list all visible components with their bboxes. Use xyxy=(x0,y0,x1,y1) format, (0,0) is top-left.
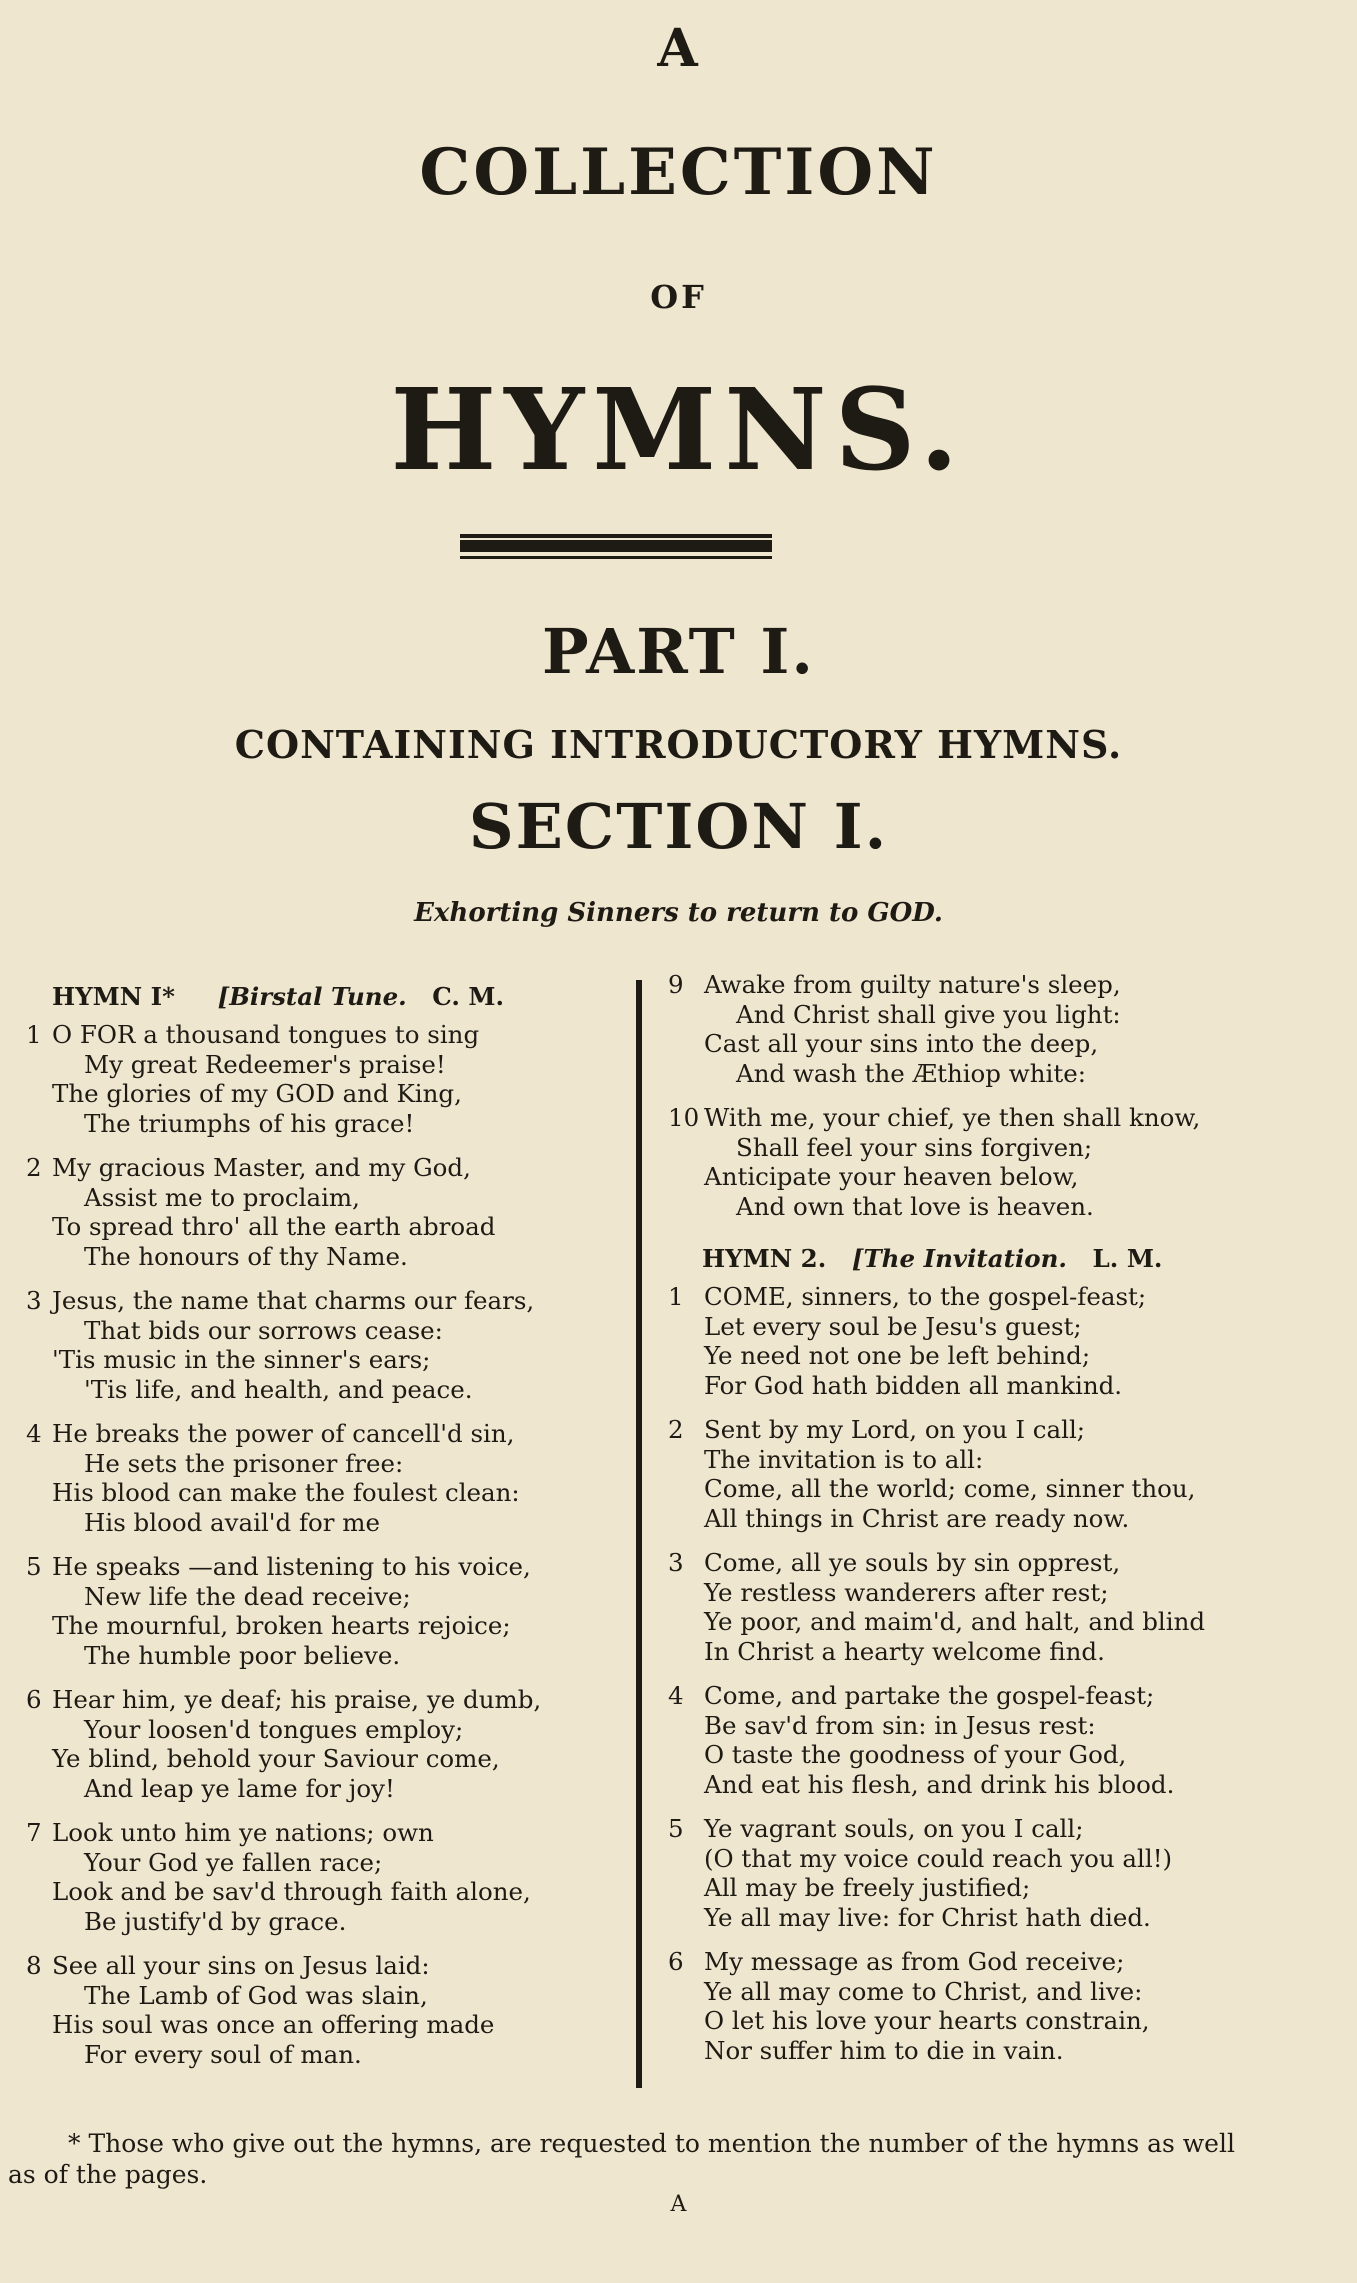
section-heading: SECTION I. xyxy=(468,790,889,863)
verse-line: Let every soul be Jesu's guest; xyxy=(704,1311,1082,1341)
verse-line: His soul was once an offering made xyxy=(52,2010,495,2039)
title-line-hymns: HYMNS. xyxy=(390,365,967,496)
verse-line: O taste the goodness of your God, xyxy=(704,1740,1127,1769)
hymn-1-verse-8 xyxy=(26,1951,626,2069)
title-rule-middle xyxy=(460,540,772,552)
verse-line: O FOR a thousand tongues to sing xyxy=(52,1020,480,1049)
hymn-2-verse-5 xyxy=(668,1814,1328,1932)
footnote-line-1: * Those who give out the hymns, are requested to mention the number of the hymns as well xyxy=(68,2129,1235,2158)
hymn-1-verse-2 xyxy=(26,1153,626,1271)
hymn-2-verse-6 xyxy=(668,1947,1328,2065)
verse-line: My great Redeemer's praise! xyxy=(84,1049,446,1079)
hymn-1-verse-9 xyxy=(668,970,1328,1088)
verse-line: Nor suffer him to die in vain. xyxy=(704,2035,1064,2065)
verse-line: Be sav'd from sin: in Jesus rest: xyxy=(704,1710,1096,1740)
hymn-1-meter: C. M. xyxy=(432,982,505,1011)
verse-line: For God hath bidden all mankind. xyxy=(704,1370,1123,1400)
verse-line: See all your sins on Jesus laid: xyxy=(52,1951,430,1980)
verse-line: Ye blind, behold your Saviour come, xyxy=(52,1744,500,1773)
part-subheading: CONTAINING INTRODUCTORY HYMNS. xyxy=(234,722,1123,767)
verse-line: My message as from God receive; xyxy=(704,1947,1125,1976)
verse-line: His blood avail'd for me xyxy=(84,1507,381,1537)
verse-line: The invitation is to all: xyxy=(704,1444,984,1474)
verse-line: And own that love is heaven. xyxy=(736,1191,1094,1221)
verse-line: And leap ye lame for joy! xyxy=(84,1773,395,1803)
verse-number: 9 xyxy=(668,970,684,999)
verse-line: He speaks —and listening to his voice, xyxy=(52,1552,531,1581)
verse-line: To spread thro' all the earth abroad xyxy=(52,1212,496,1241)
verse-line: All may be freely justified; xyxy=(704,1873,1031,1902)
verse-number: 2 xyxy=(26,1153,42,1182)
footnote xyxy=(8,2128,1328,2190)
verse-line: Jesus, the name that charms our fears, xyxy=(52,1286,535,1315)
verse-number: 8 xyxy=(26,1951,42,1980)
verse-number: 3 xyxy=(668,1548,684,1577)
verse-line: All things in Christ are ready now. xyxy=(704,1503,1130,1533)
verse-line: That bids our sorrows cease: xyxy=(84,1315,443,1345)
verse-line: O let his love your hearts constrain, xyxy=(704,2006,1150,2035)
title-line-collection: COLLECTION xyxy=(419,135,938,210)
verse-line: He sets the prisoner free: xyxy=(84,1448,404,1478)
verse-line: Ye vagrant souls, on you I call; xyxy=(704,1814,1084,1843)
title-rule-top xyxy=(460,534,772,538)
hymn-1-label: HYMN I* xyxy=(52,982,175,1011)
verse-number: 2 xyxy=(668,1415,684,1444)
hymn-2-verse-1 xyxy=(668,1282,1328,1400)
verse-line: Look and be sav'd through faith alone, xyxy=(52,1877,531,1906)
verse-number: 4 xyxy=(668,1681,684,1710)
verse-line: The humble poor believe. xyxy=(84,1640,401,1670)
verse-line: And Christ shall give you light: xyxy=(736,999,1121,1029)
title-rule-bottom xyxy=(460,556,772,559)
hymn-1-verse-5 xyxy=(26,1552,626,1670)
hymn-1-tune: [Birstal Tune. xyxy=(217,982,407,1011)
verse-number: 5 xyxy=(668,1814,684,1843)
verse-line: Anticipate your heaven below, xyxy=(704,1162,1079,1191)
verse-line: Sent by my Lord, on you I call; xyxy=(704,1415,1086,1444)
verse-line: (O that my voice could reach you all!) xyxy=(704,1843,1173,1873)
verse-number: 4 xyxy=(26,1419,42,1448)
verse-line: Ye all may live: for Christ hath died. xyxy=(704,1902,1151,1932)
section-subheading: Exhorting Sinners to return to GOD. xyxy=(414,898,943,928)
hymn-2-label: HYMN 2. xyxy=(702,1244,827,1273)
hymn-2-heading xyxy=(668,1236,1328,1282)
left-column xyxy=(26,974,626,2084)
verse-line: Ye poor, and maim'd, and halt, and blind xyxy=(704,1607,1206,1636)
verse-number: 6 xyxy=(668,1947,684,1976)
title-line-a: A xyxy=(657,18,700,79)
hymn-1-verse-7 xyxy=(26,1818,626,1936)
verse-line: Look unto him ye nations; own xyxy=(52,1818,434,1847)
verse-number: 1 xyxy=(668,1282,684,1311)
verse-line: His blood can make the foulest clean: xyxy=(52,1478,520,1507)
verse-line: Ye restless wanderers after rest; xyxy=(704,1577,1109,1607)
verse-line: Ye all may come to Christ, and live: xyxy=(704,1976,1143,2006)
verse-line: The triumphs of his grace! xyxy=(84,1108,415,1138)
verse-line: Be justify'd by grace. xyxy=(84,1906,347,1936)
verse-line: For every soul of man. xyxy=(84,2039,362,2069)
hymn-2-verse-2 xyxy=(668,1415,1328,1533)
verse-line: Hear him, ye deaf; his praise, ye dumb, xyxy=(52,1685,542,1714)
footnote-line-2: as of the pages. xyxy=(8,2160,208,2189)
verse-number: 6 xyxy=(26,1685,42,1714)
verse-number: 10 xyxy=(668,1103,700,1132)
verse-line: Shall feel your sins forgiven; xyxy=(736,1132,1093,1162)
hymn-1-verse-3 xyxy=(26,1286,626,1404)
hymn-1-heading xyxy=(26,974,626,1020)
verse-number: 1 xyxy=(26,1020,42,1049)
verse-line: And eat his flesh, and drink his blood. xyxy=(704,1769,1175,1799)
hymn-1-verse-6 xyxy=(26,1685,626,1803)
hymn-2-meter: L. M. xyxy=(1092,1244,1163,1273)
column-divider xyxy=(636,980,642,2088)
part-heading: PART I. xyxy=(542,615,815,688)
verse-line: And wash the Æthiop white: xyxy=(736,1058,1086,1088)
verse-number: 3 xyxy=(26,1286,42,1315)
hymn-2-verse-3 xyxy=(668,1548,1328,1666)
hymn-1-verse-1 xyxy=(26,1020,626,1138)
verse-line: With me, your chief, ye then shall know, xyxy=(704,1103,1201,1132)
right-column xyxy=(668,970,1328,2080)
verse-line: Your God ye fallen race; xyxy=(84,1847,383,1877)
verse-line: The honours of thy Name. xyxy=(84,1241,408,1271)
verse-line: In Christ a hearty welcome find. xyxy=(704,1636,1105,1666)
verse-line: Come, all ye souls by sin opprest, xyxy=(704,1548,1121,1577)
verse-line: The glories of my GOD and King, xyxy=(52,1079,462,1108)
verse-number: 5 xyxy=(26,1552,42,1581)
verse-line: Cast all your sins into the deep, xyxy=(704,1029,1099,1058)
verse-number: 7 xyxy=(26,1818,42,1847)
hymn-1-verse-4 xyxy=(26,1419,626,1537)
verse-line: Ye need not one be left behind; xyxy=(704,1341,1091,1370)
hymn-2-verse-4 xyxy=(668,1681,1328,1799)
verse-line: 'Tis music in the sinner's ears; xyxy=(52,1345,431,1374)
verse-line: He breaks the power of cancell'd sin, xyxy=(52,1419,515,1448)
signature-mark: A xyxy=(670,2192,687,2217)
verse-line: The mournful, broken hearts rejoice; xyxy=(52,1611,511,1640)
hymn-2-tune: [The Invitation. xyxy=(851,1244,1067,1273)
verse-line: Awake from guilty nature's sleep, xyxy=(704,970,1121,999)
verse-line: 'Tis life, and health, and peace. xyxy=(84,1374,473,1404)
verse-line: COME, sinners, to the gospel-feast; xyxy=(704,1282,1147,1311)
title-line-of: OF xyxy=(650,278,707,316)
verse-line: Your loosen'd tongues employ; xyxy=(84,1714,464,1744)
verse-line: Come, all the world; come, sinner thou, xyxy=(704,1474,1196,1503)
verse-line: Assist me to proclaim, xyxy=(84,1182,360,1212)
hymn-1-verse-10 xyxy=(668,1103,1328,1221)
verse-line: New life the dead receive; xyxy=(84,1581,411,1611)
verse-line: My gracious Master, and my God, xyxy=(52,1153,471,1182)
verse-line: The Lamb of God was slain, xyxy=(84,1980,428,2010)
verse-line: Come, and partake the gospel-feast; xyxy=(704,1681,1155,1710)
